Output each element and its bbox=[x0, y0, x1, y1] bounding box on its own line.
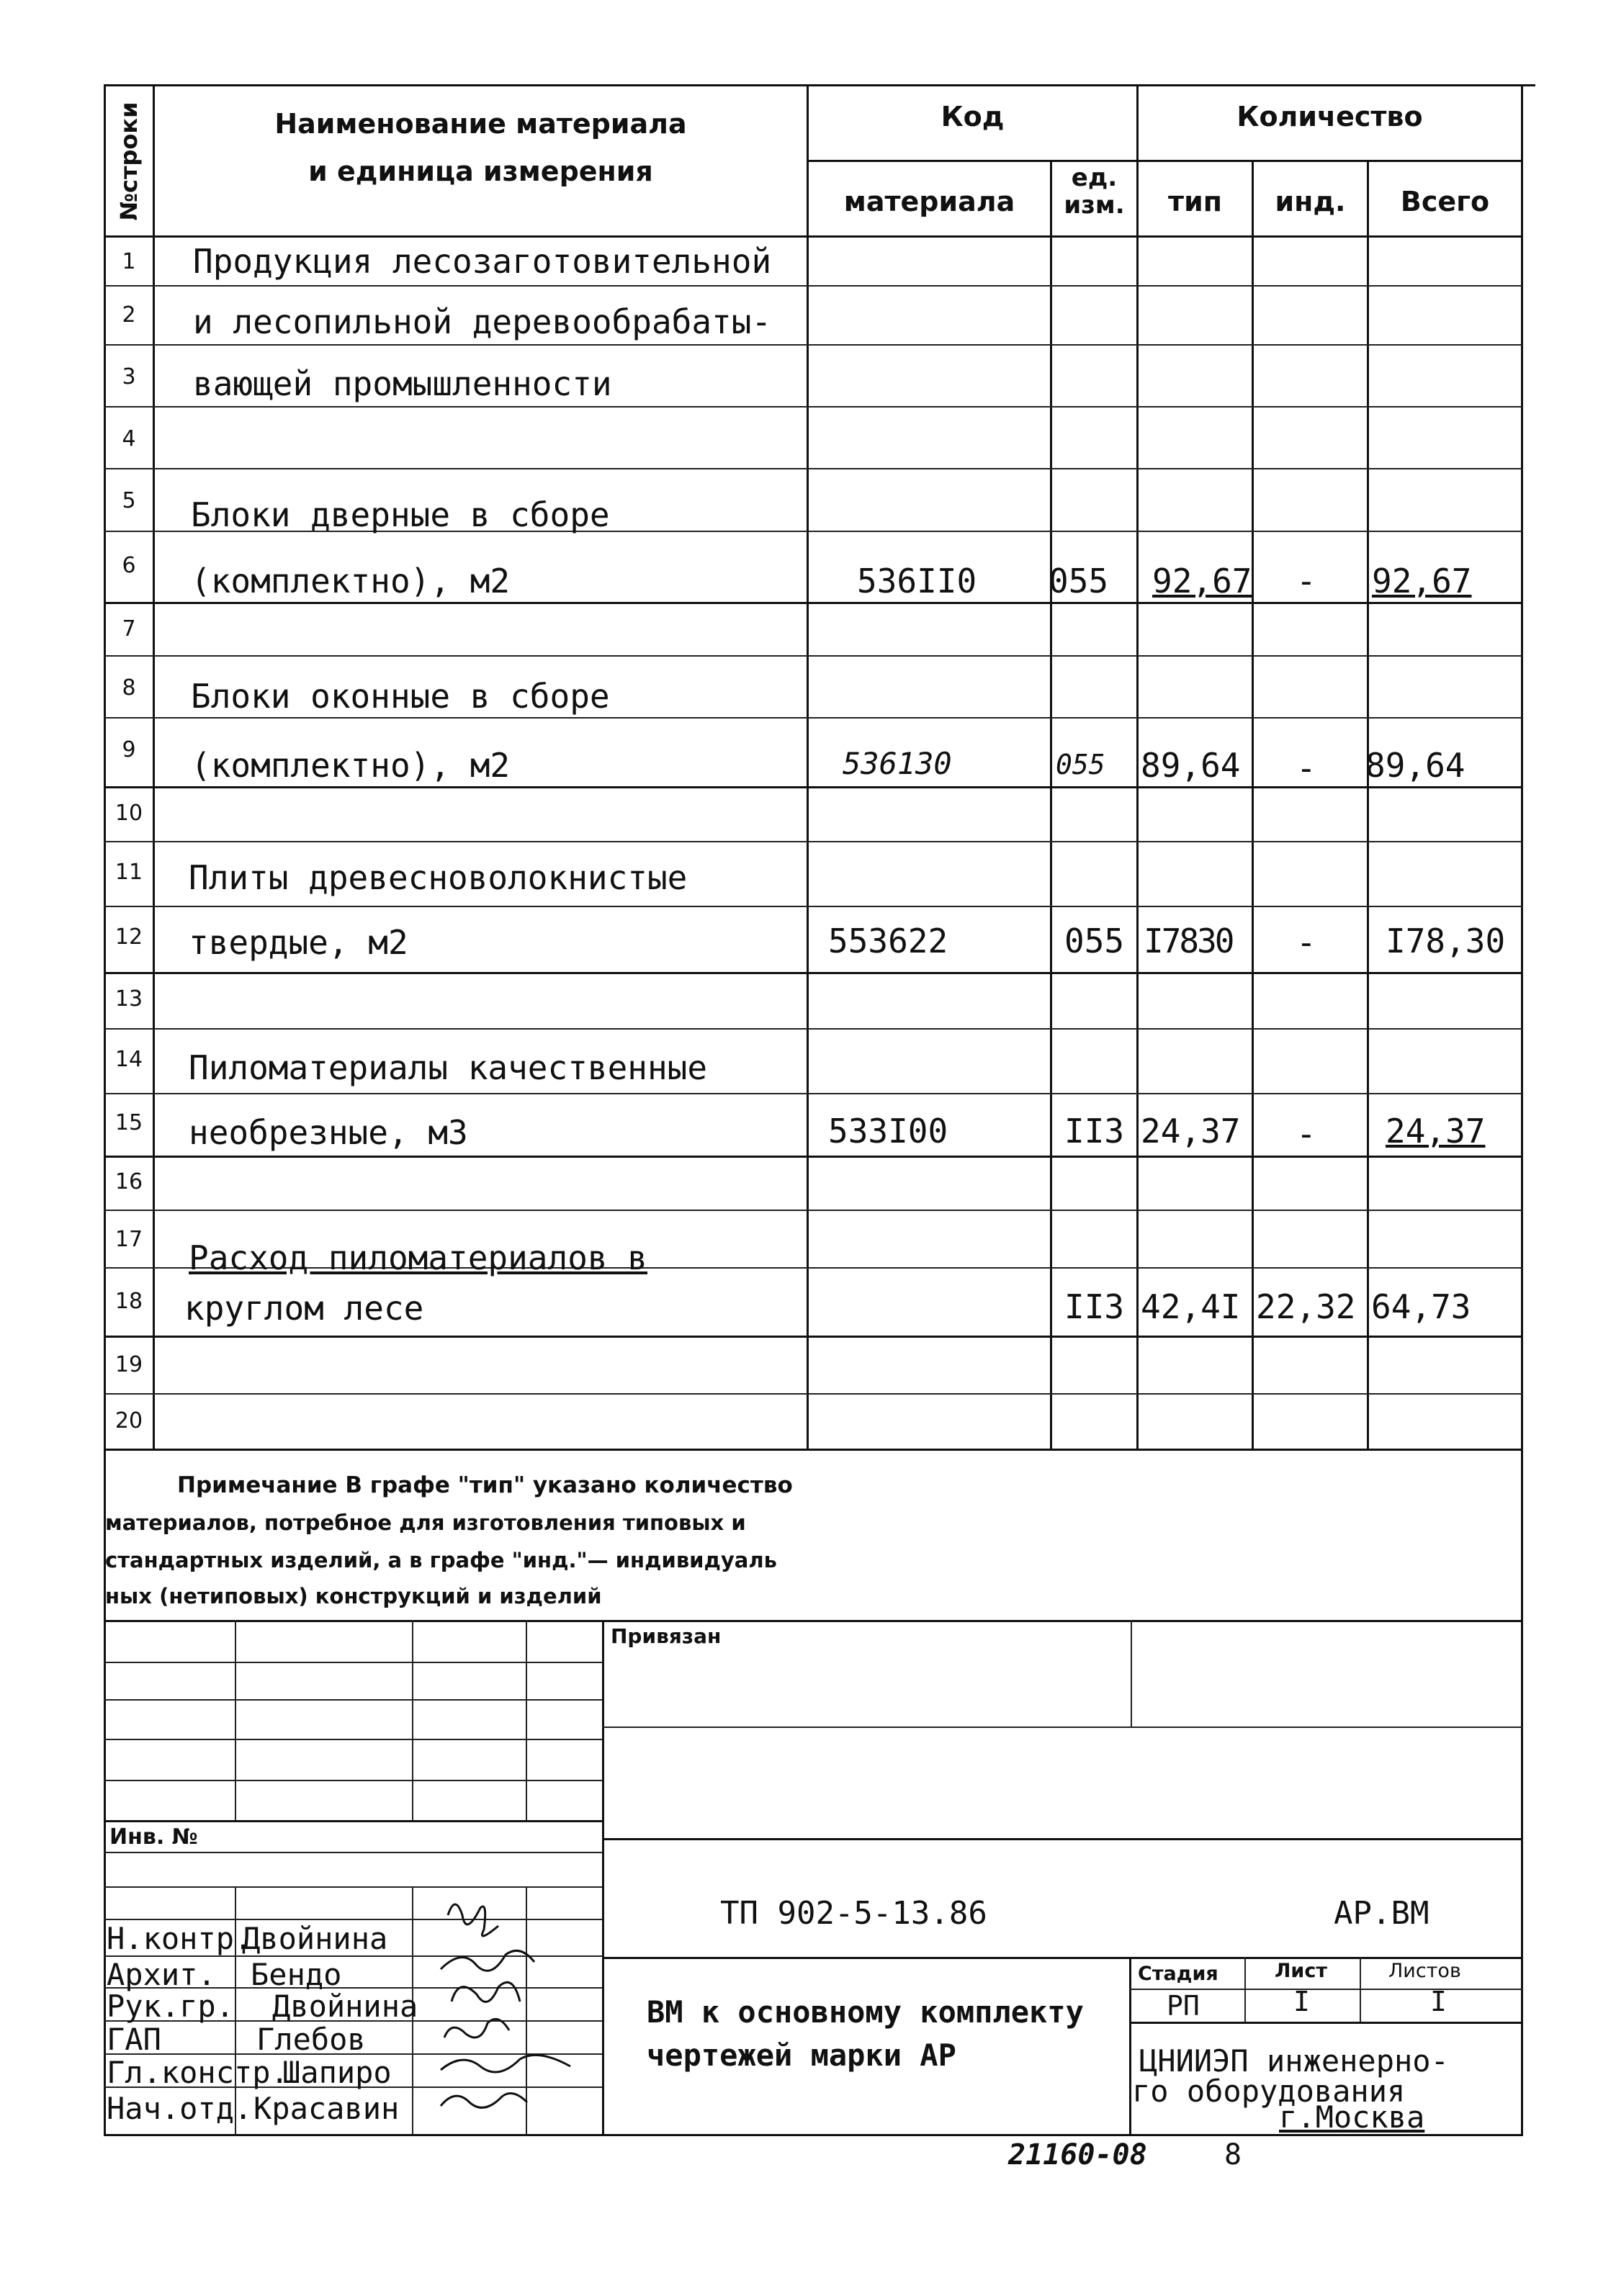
signature-role: Гл.констр. bbox=[107, 2055, 289, 2090]
signature-role: ГАП bbox=[107, 2022, 161, 2057]
organization-line: г.Москва bbox=[1279, 2099, 1425, 2135]
material-name: (комплектно), м2 bbox=[191, 562, 511, 600]
row-line bbox=[104, 841, 1522, 842]
note-line: Примечание В графе "тип" указано количество bbox=[177, 1472, 793, 1498]
qty-total: 24,37 bbox=[1386, 1112, 1486, 1151]
signature-role: Н.контр. bbox=[107, 1921, 253, 1956]
organization-line: го оборудования bbox=[1132, 2074, 1406, 2109]
signature-name: Двойнина bbox=[272, 1989, 418, 2024]
material-name: твердые, м2 bbox=[189, 923, 408, 962]
qty-ind: - bbox=[1296, 562, 1316, 600]
archive-number: 21160-08 bbox=[1008, 2138, 1147, 2171]
signature-role: Нач.отд. bbox=[107, 2091, 253, 2126]
material-code-header: материала bbox=[843, 186, 1015, 217]
signature-name: Красавин bbox=[253, 2091, 400, 2126]
row-line bbox=[104, 406, 1522, 408]
row-line bbox=[104, 285, 1522, 287]
row-line bbox=[104, 602, 1522, 604]
tb-grid-line bbox=[235, 1620, 236, 1822]
type-header: тип bbox=[1168, 186, 1222, 217]
row-number: 12 bbox=[115, 924, 143, 950]
tb-grid-line bbox=[1360, 1957, 1361, 2022]
row-number: 13 bbox=[115, 986, 143, 1012]
unit-code: II3 bbox=[1064, 1112, 1125, 1151]
row-number: 11 bbox=[115, 860, 143, 885]
qty-ind: - bbox=[1296, 1115, 1316, 1153]
row-line bbox=[104, 1093, 1522, 1094]
tb-grid-line bbox=[602, 1838, 1522, 1840]
material-name: круглом лесе bbox=[184, 1289, 424, 1328]
row-line bbox=[104, 1336, 1522, 1338]
row-number: 3 bbox=[122, 364, 136, 390]
col-line-rownum bbox=[153, 84, 155, 1449]
row-number: 18 bbox=[115, 1289, 143, 1314]
row-number: 14 bbox=[115, 1047, 143, 1072]
unit-code: II3 bbox=[1064, 1287, 1125, 1326]
note-line: стандартных изделий, а в графе "инд."— индивидуаль bbox=[105, 1548, 777, 1572]
note-line: материалов, потребное для изготовления типовых и bbox=[105, 1511, 746, 1535]
attached-label: Привязан bbox=[611, 1624, 722, 1648]
row-line bbox=[104, 344, 1522, 346]
tb-grid-line bbox=[1129, 1957, 1131, 2134]
document-title-line: чертежей марки АР bbox=[647, 2038, 956, 2073]
row-number: 9 bbox=[122, 737, 136, 762]
material-code: 553622 bbox=[828, 922, 948, 960]
qty-type: 42,4I bbox=[1141, 1287, 1241, 1326]
qty-ind: - bbox=[1296, 749, 1316, 788]
col-line-unit bbox=[1050, 160, 1052, 1449]
unit-code: 055 bbox=[1049, 562, 1109, 600]
header-bottom-line bbox=[104, 235, 1522, 238]
qty-total: 89,64 bbox=[1365, 746, 1465, 785]
material-name: Пиломатериалы качественные bbox=[189, 1048, 708, 1087]
qty-total: 64,73 bbox=[1371, 1287, 1471, 1326]
row-number: 4 bbox=[122, 426, 136, 451]
material-name: необрезные, м3 bbox=[189, 1113, 468, 1152]
material-name: Блоки дверные в сборе bbox=[191, 495, 610, 534]
tb-grid-line bbox=[412, 1620, 413, 1822]
page-number: 8 bbox=[1224, 2138, 1242, 2171]
tb-grid-line bbox=[602, 1957, 1522, 1959]
row-number: 8 bbox=[122, 675, 136, 701]
row-line bbox=[104, 1393, 1522, 1395]
stage-label: Стадия bbox=[1138, 1963, 1218, 1985]
tb-grid-line bbox=[526, 1620, 527, 1822]
tb-grid-line bbox=[602, 1726, 1522, 1728]
tb-grid-line bbox=[104, 1852, 602, 1853]
material-name: Продукция лесозаготовительной bbox=[193, 242, 772, 281]
ind-header: инд. bbox=[1275, 186, 1346, 217]
material-name: (комплектно), м2 bbox=[191, 746, 511, 785]
qty-ind: - bbox=[1296, 923, 1316, 962]
quantity-header: Количество bbox=[1236, 101, 1423, 132]
sheet-label: Лист bbox=[1275, 1960, 1327, 1982]
row-number: 17 bbox=[115, 1227, 143, 1252]
col-line-qty bbox=[1136, 84, 1139, 1449]
material-code: 533I00 bbox=[828, 1112, 948, 1151]
unit-header: ед. изм. bbox=[1064, 163, 1125, 220]
row-line bbox=[104, 1156, 1522, 1158]
material-name: и лесопильной деревообрабаты- bbox=[193, 302, 772, 341]
row-line bbox=[104, 468, 1522, 469]
tb-grid-line bbox=[104, 1820, 602, 1822]
document-mark: АР.ВМ bbox=[1334, 1895, 1429, 1932]
note-line: ных (нетиповых) конструкций и изделий bbox=[105, 1584, 602, 1608]
row-line bbox=[104, 655, 1522, 657]
row-number: 15 bbox=[115, 1110, 143, 1135]
qty-type: 24,37 bbox=[1141, 1112, 1241, 1151]
tb-grid-line bbox=[104, 1780, 602, 1781]
row-line bbox=[104, 1028, 1522, 1030]
sheets-value: I bbox=[1430, 1986, 1447, 2017]
handwritten-signatures-icon bbox=[412, 1886, 585, 2135]
document-title-line: ВМ к основному комплекту bbox=[647, 1994, 1084, 2030]
frame-top-line bbox=[104, 84, 1535, 86]
material-code: 536130 bbox=[843, 746, 952, 781]
organization-line: ЦНИИЭП инженерно- bbox=[1139, 2043, 1449, 2079]
row-number: 16 bbox=[115, 1169, 143, 1194]
tb-grid-line bbox=[104, 1662, 602, 1663]
material-code: 536II0 bbox=[857, 562, 977, 600]
row-number-header: №строки bbox=[115, 101, 143, 221]
row-number: 7 bbox=[122, 616, 136, 641]
tb-grid-line bbox=[104, 1699, 602, 1701]
header-mid-line bbox=[807, 160, 1522, 162]
signature-name: Двойнина bbox=[242, 1921, 388, 1956]
col-line-ind bbox=[1367, 160, 1369, 1449]
row-number: 19 bbox=[115, 1352, 143, 1377]
col-line-code bbox=[807, 84, 809, 1449]
signature-name: Шапиро bbox=[282, 2055, 392, 2090]
material-name-header: Наименование материала и единица измерения bbox=[274, 108, 687, 187]
material-name: Расход пиломатериалов в bbox=[189, 1238, 647, 1277]
unit-code: 055 bbox=[1064, 922, 1125, 960]
col-line-tip bbox=[1252, 160, 1254, 1449]
row-line bbox=[104, 906, 1522, 907]
tb-main-divider bbox=[602, 1620, 604, 2135]
row-line bbox=[104, 1210, 1522, 1211]
qty-type: 89,64 bbox=[1141, 746, 1241, 785]
row-line bbox=[104, 717, 1522, 719]
row-number: 5 bbox=[122, 488, 136, 513]
row-number: 2 bbox=[122, 302, 136, 328]
total-header: Всего bbox=[1400, 186, 1490, 217]
material-name: вающей промышленности bbox=[193, 364, 612, 403]
qty-total: I78,30 bbox=[1386, 922, 1506, 960]
document-code: ТП 902-5-13.86 bbox=[720, 1895, 987, 1932]
qty-type: 92,67 bbox=[1152, 562, 1252, 600]
signature-role: Рук.гр. bbox=[107, 1989, 235, 2024]
row-line bbox=[104, 972, 1522, 974]
inventory-number-label: Инв. № bbox=[109, 1824, 198, 1850]
row-number: 10 bbox=[115, 801, 143, 826]
qty-total: 92,67 bbox=[1372, 562, 1472, 600]
material-name: Блоки оконные в сборе bbox=[191, 677, 610, 716]
signature-name: Бендо bbox=[251, 1957, 342, 1992]
tb-grid-line bbox=[1244, 1957, 1246, 2022]
qty-ind: 22,32 bbox=[1256, 1287, 1356, 1326]
row-number: 20 bbox=[115, 1408, 143, 1433]
frame-right-line bbox=[1521, 84, 1523, 2136]
title-block-top-line bbox=[104, 1620, 1522, 1622]
row-number: 1 bbox=[122, 249, 136, 274]
signature-name: Глебов bbox=[256, 2022, 366, 2057]
stage-value: РП bbox=[1167, 1990, 1200, 2022]
tb-grid-line bbox=[1129, 2022, 1522, 2024]
material-name: Плиты древесноволокнистые bbox=[189, 858, 688, 897]
unit-code: 055 bbox=[1056, 749, 1105, 780]
code-header: Код bbox=[941, 101, 1005, 132]
tb-grid-line bbox=[104, 1739, 602, 1740]
table-bottom-line bbox=[104, 1449, 1522, 1451]
signature-role: Архит. bbox=[107, 1957, 216, 1992]
qty-type: I7830 bbox=[1144, 922, 1233, 960]
tb-grid-line bbox=[1131, 1620, 1132, 1726]
row-number: 6 bbox=[122, 553, 136, 578]
sheets-label: Листов bbox=[1388, 1960, 1461, 1982]
sheet-value: I bbox=[1293, 1986, 1310, 2017]
